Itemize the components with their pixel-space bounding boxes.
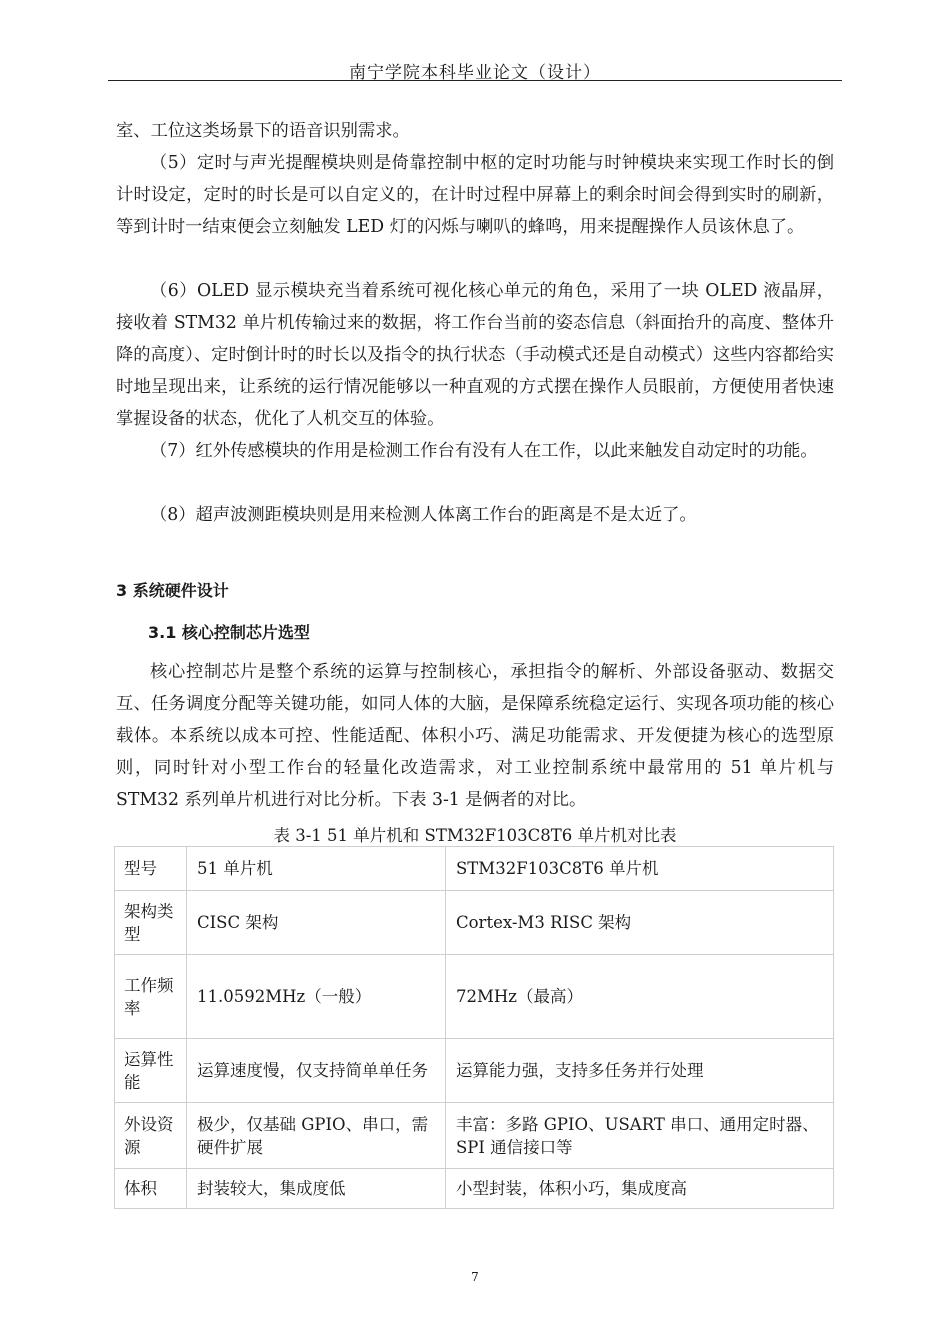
paragraph-item-6: （6）OLED 显示模块充当着系统可视化核心单元的角色，采用了一块 OLED 液晶屏，接收着 STM32 单片机传输过来的数据，将工作台当前的姿态信息（斜面抬升的高度、整体升降的高度）、定时倒计时的时长以及指令的执行状态（手动模式还是自动模式）这些内容都给实时地呈现出来，让系统的运行情况能够以一种直观的方式摆在操作人员眼前，方便使用者快速掌握设备的状态，优化了人机交互的体验。	[116, 281, 834, 429]
paragraph-continued: 室、工位这类场景下的语音识别需求。	[116, 121, 410, 141]
table-row	[115, 1169, 834, 1209]
table-cell: Cortex-M3 RISC 架构	[446, 891, 834, 955]
table-cell: 架构类型	[115, 891, 187, 955]
table-cell: 小型封装，体积小巧，集成度高	[446, 1169, 834, 1209]
table-cell: 工作频率	[115, 955, 187, 1039]
table-cell: CISC 架构	[187, 891, 446, 955]
comparison-table	[114, 846, 834, 1209]
subsection-body: 核心控制芯片是整个系统的运算与控制核心，承担指令的解析、外部设备驱动、数据交互、任务调度分配等关键功能，如同人体的大脑，是保障系统稳定运行、实现各项功能的核心载体。本系统以成本可控、性能适配、体积小巧、满足功能需求、开发便捷为核心的选型原则，同时针对小型工作台的轻量化改造需求，对工业控制系统中最常用的 51 单片机与 STM32 系列单片机进行对比分析。下表 3-1 是俩者的对比。	[116, 662, 834, 810]
header-rule	[108, 80, 842, 81]
paragraph-item-5: （5）定时与声光提醒模块则是倚靠控制中枢的定时功能与时钟模块来实现工作时长的倒计时设定，定时的时长是可以自定义的，在计时过程中屏幕上的剩余时间会得到实时的刷新，等到计时一结束便会立刻触发 LED 灯的闪烁与喇叭的蜂鸣，用来提醒操作人员该休息了。	[116, 153, 834, 237]
table-cell: STM32F103C8T6 单片机	[446, 847, 834, 891]
table-cell: 型号	[115, 847, 187, 891]
subsection-heading: 3.1 核心控制芯片选型	[148, 623, 310, 642]
page-number: 7	[471, 1270, 479, 1284]
table-cell: 11.0592MHz（一般）	[187, 955, 446, 1039]
table-row	[115, 955, 834, 1039]
section-heading: 3 系统硬件设计	[116, 581, 229, 600]
table-row	[115, 1103, 834, 1169]
table-cell: 丰富：多路 GPIO、USART 串口、通用定时器、SPI 通信接口等	[446, 1103, 834, 1169]
table-row	[115, 847, 834, 891]
paragraph-item-8: （8）超声波测距模块则是用来检测人体离工作台的距离是不是太近了。	[150, 505, 697, 525]
paragraph-item-7: （7）红外传感模块的作用是检测工作台有没有人在工作，以此来触发自动定时的功能。	[150, 441, 818, 461]
table-cell: 运算速度慢，仅支持简单单任务	[187, 1039, 446, 1103]
table-row	[115, 891, 834, 955]
table-cell: 外设资源	[115, 1103, 187, 1169]
running-header: 南宁学院本科毕业论文（设计）	[349, 63, 601, 83]
table-caption: 表 3-1 51 单片机和 STM32F103C8T6 单片机对比表	[273, 826, 677, 845]
table-cell: 72MHz（最高）	[446, 955, 834, 1039]
table-cell: 封装较大，集成度低	[187, 1169, 446, 1209]
table-cell: 51 单片机	[187, 847, 446, 891]
table-cell: 体积	[115, 1169, 187, 1209]
table-row	[115, 1039, 834, 1103]
table-cell: 极少，仅基础 GPIO、串口，需硬件扩展	[187, 1103, 446, 1169]
table-cell: 运算能力强，支持多任务并行处理	[446, 1039, 834, 1103]
table-cell: 运算性能	[115, 1039, 187, 1103]
